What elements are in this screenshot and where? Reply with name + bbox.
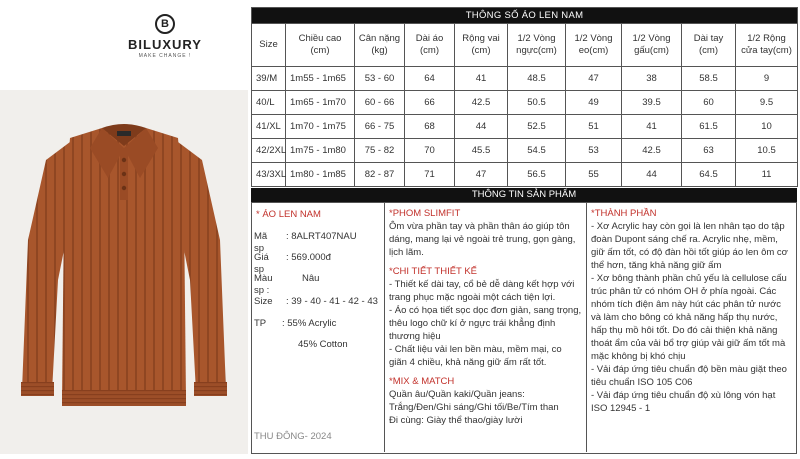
sweater-image: [0, 90, 248, 454]
table-cell: 63: [682, 139, 736, 163]
table-cell: 47: [455, 163, 508, 187]
brand-mark-icon: B: [155, 14, 175, 34]
table-row: [252, 115, 798, 139]
table-cell: 64.5: [682, 163, 736, 187]
table-cell: 41/XL: [252, 115, 286, 139]
table-cell: 9: [736, 67, 798, 91]
material-item: - Xơ bông thành phần chủ yếu là cellulose cấu trúc phân tử có nhóm OH ở phía ngoài. Các nhóm tích điện âm này hút các phân tử nước và làm cho bông có khả năng hấp thụ nước, hấp thụ mồ hôi tốt. Do đó cải thiện khả năng thoát ẩm của vải bổ trợ giúp vải giữ ấm tốt mà mặc không bị khó chịu: [591, 273, 787, 362]
product-description-column: [384, 202, 586, 452]
table-cell: 10.5: [736, 139, 798, 163]
table-cell: 53 - 60: [355, 67, 405, 91]
table-cell: 52.5: [508, 115, 566, 139]
spec-value-color: Nâu: [302, 273, 320, 284]
brand-name: BILUXURY: [128, 37, 202, 52]
table-cell: 64: [405, 67, 455, 91]
table-cell: 61.5: [682, 115, 736, 139]
size-chart-table: [251, 7, 798, 187]
table-cell: 48.5: [508, 67, 566, 91]
size-chart-header-cell: Dài áo (cm): [405, 24, 455, 67]
size-chart-header-cell: 1/2 Vòng gấu(cm): [622, 24, 682, 67]
mix-line: Trắng/Đen/Ghi sáng/Ghi tối/Be/Tím than: [389, 402, 559, 413]
size-chart-header-cell: Rộng vai (cm): [455, 24, 508, 67]
material-item: - Vải đáp ứng tiêu chuẩn độ xù lông vón hạt ISO 12945 - 1: [591, 390, 776, 414]
table-cell: 60 - 66: [355, 91, 405, 115]
mix-heading: *MIX & MATCH: [389, 376, 455, 387]
size-chart-header-cell: 1/2 Vòng eo(cm): [566, 24, 622, 67]
table-cell: 71: [405, 163, 455, 187]
spec-label-size: Size: [254, 296, 273, 307]
spec-label-price: Giá sp: [254, 252, 269, 275]
brand-tagline: MAKE CHANGE !: [138, 53, 192, 59]
table-row: [252, 91, 798, 115]
spec-value-size: : 39 - 40 - 41 - 42 - 43: [286, 296, 378, 307]
form-heading: *PHOM SLIMFIT: [389, 208, 461, 219]
detail-heading: *CHI TIẾT THIẾT KẾ: [389, 266, 477, 277]
table-cell: 41: [622, 115, 682, 139]
table-cell: 42.5: [455, 91, 508, 115]
season-label: THU ĐÔNG- 2024: [254, 431, 332, 442]
table-cell: 1m55 - 1m65: [286, 67, 355, 91]
table-cell: 44: [622, 163, 682, 187]
table-cell: 56.5: [508, 163, 566, 187]
spec-label-color: Màu sp :: [254, 273, 273, 296]
table-cell: 39.5: [622, 91, 682, 115]
spec-value-price: : 569.000đ: [286, 252, 331, 263]
table-cell: 1m75 - 1m80: [286, 139, 355, 163]
material-item: - Vải đáp ứng tiêu chuẩn độ bền màu giặt theo tiêu chuẩn ISO 105 C06: [591, 364, 787, 388]
material-heading: *THÀNH PHẦN: [591, 208, 657, 219]
size-chart-header-cell: Size: [252, 24, 286, 67]
table-cell: 11: [736, 163, 798, 187]
spec-value-material-2: 45% Cotton: [298, 339, 348, 350]
table-cell: 44: [455, 115, 508, 139]
spec-label-code: Mã sp: [254, 231, 268, 254]
spec-value-code: : 8ALRT407NAU: [286, 231, 357, 242]
table-cell: 1m70 - 1m75: [286, 115, 355, 139]
size-chart-header-row: [252, 24, 798, 67]
size-chart-header-cell: 1/2 Vòng ngực(cm): [508, 24, 566, 67]
table-cell: 39/M: [252, 67, 286, 91]
detail-item: - Áo có họa tiết sọc dọc đơn giản, sang trọng, thêu logo chữ kí ở ngực trái khẳng định thương hiệu: [389, 305, 582, 342]
table-row: [252, 139, 798, 163]
table-cell: 60: [682, 91, 736, 115]
table-cell: 54.5: [508, 139, 566, 163]
product-photo: [0, 90, 248, 454]
product-name-heading: * ÁO LEN NAM: [256, 209, 321, 220]
size-chart-header-cell: Cân nặng (kg): [355, 24, 405, 67]
table-cell: 38: [622, 67, 682, 91]
table-cell: 47: [566, 67, 622, 91]
size-chart-body: [252, 67, 798, 187]
table-cell: 45.5: [455, 139, 508, 163]
table-cell: 58.5: [682, 67, 736, 91]
material-item: - Xơ Acrylic hay còn gọi là len nhân tạo do tập đoàn Dupont sáng chế ra. Acrylic nhẹ, mềm, giữ ấm tốt, có độ đàn hồi tốt giúp áo len ôm cơ thể hơn, tăng khả năng giữ ấm: [591, 221, 788, 271]
table-cell: 42/2XL: [252, 139, 286, 163]
table-cell: 66: [405, 91, 455, 115]
detail-item: - Chất liệu vải len bền màu, mềm mại, co giãn 4 chiều, khả năng giữ ấm rất tốt.: [389, 344, 562, 368]
spec-label-material: TP: [254, 318, 267, 329]
size-chart-title: THÔNG SỐ ÁO LEN NAM: [252, 8, 798, 24]
table-cell: 50.5: [508, 91, 566, 115]
table-cell: 66 - 75: [355, 115, 405, 139]
table-cell: 82 - 87: [355, 163, 405, 187]
table-cell: 1m80 - 1m85: [286, 163, 355, 187]
table-cell: 70: [405, 139, 455, 163]
size-chart-header-cell: Dài tay (cm): [682, 24, 736, 67]
product-info-title: THÔNG TIN SẢN PHẨM: [251, 188, 797, 202]
table-cell: 41: [455, 67, 508, 91]
table-cell: 68: [405, 115, 455, 139]
mix-line: Đi cùng: Giày thể thao/giày lười: [389, 415, 523, 426]
table-cell: 49: [566, 91, 622, 115]
table-cell: 51: [566, 115, 622, 139]
detail-item: - Thiết kế dài tay, cổ bẻ dễ dàng kết hợp với trang phục mặc ngoài một cách tiện lợi.: [389, 279, 575, 303]
table-cell: 43/3XL: [252, 163, 286, 187]
size-chart-header-cell: Chiều cao (cm): [286, 24, 355, 67]
table-cell: 9.5: [736, 91, 798, 115]
table-cell: 40/L: [252, 91, 286, 115]
table-row: [252, 163, 798, 187]
brand-logo: [90, 14, 240, 74]
mix-line: Quần âu/Quần kaki/Quần jeans:: [389, 389, 525, 400]
product-material-column: [586, 202, 797, 452]
spec-value-material-1: : 55% Acrylic: [282, 318, 337, 329]
size-chart-header-cell: 1/2 Rộng cửa tay(cm): [736, 24, 798, 67]
table-cell: 75 - 82: [355, 139, 405, 163]
table-cell: 42.5: [622, 139, 682, 163]
table-cell: 53: [566, 139, 622, 163]
table-cell: 10: [736, 115, 798, 139]
table-cell: 55: [566, 163, 622, 187]
form-text: Ôm vừa phần tay và phần thân áo giúp tôn dáng, mang lại vẻ ngoài trẻ trung, gọn gàng, lịch lãm.: [389, 221, 576, 258]
table-cell: 1m65 - 1m70: [286, 91, 355, 115]
table-row: [252, 67, 798, 91]
